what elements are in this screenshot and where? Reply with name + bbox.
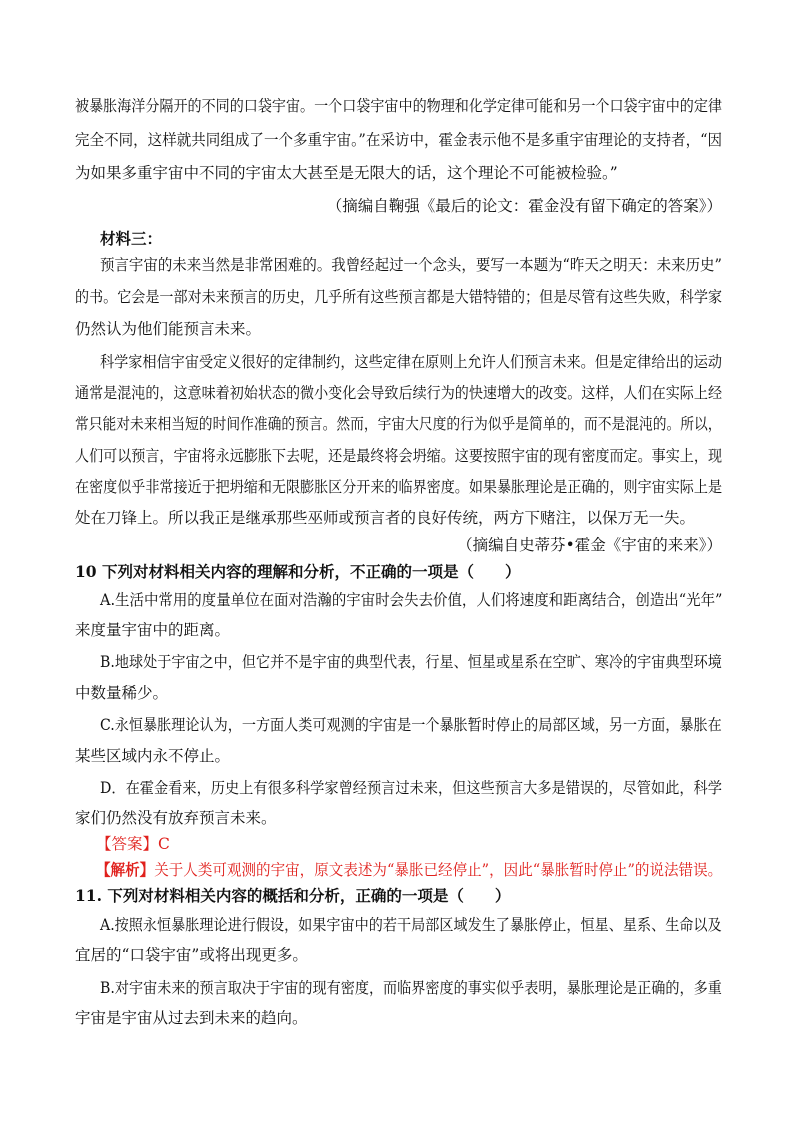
paragraph-line: 处在刀锋上。所以我正是继承那些巫师或预言者的良好传统，两方下赌注，以保万无一失。	[75, 509, 696, 527]
option-a: A.按照永恒暴胀理论进行假设，如果宇宙中的若干局部区域发生了暴胀停止，恒星、星系、生命以及	[100, 916, 722, 934]
source-citation: （摘编自鞠强《最后的论文：霍金没有留下确定的答案》）	[326, 197, 722, 215]
paragraph-line: 的书。它会是一部对未来预言的历史，几乎所有这些预言都是大错特错的；但是尽管有这些失败，科学家	[75, 288, 723, 306]
option-b: B.地球处于宇宙之中，但它并不是宇宙的典型代表，行星、恒星或星系在空旷、寒冷的宇宙典型环境	[100, 653, 722, 671]
paragraph-line: 在密度似乎非常接近于把坍缩和无限膨胀区分开来的临界密度。如果暴胀理论是正确的，则宇宙实际上是	[75, 478, 723, 496]
paragraph-line: 常只能对未来相当短的时间作准确的预言。然而，宇宙大尺度的行为似乎是简单的，而不是混沌的。所以，	[75, 415, 722, 433]
option-b: B.对宇宙未来的预言取决于宇宙的现有密度，而临界密度的事实似乎表明，暴胀理论是正确的，多重	[100, 979, 722, 997]
material-heading: 材料三：	[100, 229, 163, 248]
analysis-line	[96, 860, 722, 880]
question-stem: 11. 下列对材料相关内容的概括和分析，正确的一项是（ ）	[75, 886, 511, 905]
option-c: C.永恒暴胀理论认为，一方面人类可观测的宇宙是一个暴胀暂时停止的局部区域，另一方面，暴胀在	[100, 716, 722, 734]
answer-value: C	[158, 835, 170, 853]
option-a-cont: 来度量宇宙中的距离。	[75, 621, 231, 639]
intro-line: 为如果多重宇宙中不同的宇宙太大甚至是无限大的话，这个理论不可能被检验。”	[75, 164, 618, 182]
source-citation: （摘编自史蒂芬•霍金《宇宙的来来》）	[457, 536, 722, 554]
analysis-label: 【解析】	[96, 860, 155, 879]
option-d-cont: 家们仍然没有放弃预言未来。	[75, 809, 277, 827]
option-d: D．在霍金看来，历史上有很多科学家曾经预言过未来，但这些预言大多是错误的，尽管如此，科学	[100, 779, 722, 797]
option-c-cont: 某些区域内永不停止。	[75, 747, 231, 765]
option-b-cont: 宇宙是宇宙从过去到未来的趋向。	[75, 1009, 308, 1027]
paragraph-line: 预言宇宙的未来当然是非常困难的。我曾经起过一个念头，要写一本题为“昨天之明天：未来历史”	[100, 256, 722, 274]
analysis-text: 关于人类可观测的宇宙，原文表述为“暴胀已经停止”，因此“暴胀暂时停止”的说法错误。	[154, 861, 723, 879]
paragraph-line: 人们可以预言，宇宙将永远膨胀下去呢，还是最终将会坍缩。这要按照宇宙的现有密度而定。事实上，现	[75, 447, 723, 465]
option-b-cont: 中数量稀少。	[75, 684, 169, 702]
option-a-cont: 宜居的“口袋宇宙”或将出现更多。	[75, 946, 308, 964]
intro-line: 完全不同，这样就共同组成了一个多重宇宙。”在采访中，霍金表示他不是多重宇宙理论的支持者，“因	[75, 131, 723, 149]
question-stem: 10 下列对材料相关内容的理解和分析，不正确的一项是（ ）	[75, 562, 521, 581]
intro-line: 被暴胀海洋分隔开的不同的口袋宇宙。一个口袋宇宙中的物理和化学定律可能和另一个口袋宇宙中的定律	[75, 97, 723, 115]
answer-line	[96, 834, 170, 854]
option-a: A.生活中常用的度量单位在面对浩瀚的宇宙时会失去价值，人们将速度和距离结合，创造出“光年”	[100, 591, 723, 609]
paragraph-line: 科学家相信宇宙受定义很好的定律制约，这些定律在原则上允许人们预言未来。但是定律给出的运动	[100, 353, 723, 371]
answer-label: 【答案】	[96, 835, 159, 853]
paragraph-line: 通常是混沌的，这意味着初始状态的微小变化会导致后续行为的快速增大的改变。这样，人们在实际上经	[75, 384, 723, 402]
paragraph-line: 仍然认为他们能预言未来。	[75, 320, 262, 338]
